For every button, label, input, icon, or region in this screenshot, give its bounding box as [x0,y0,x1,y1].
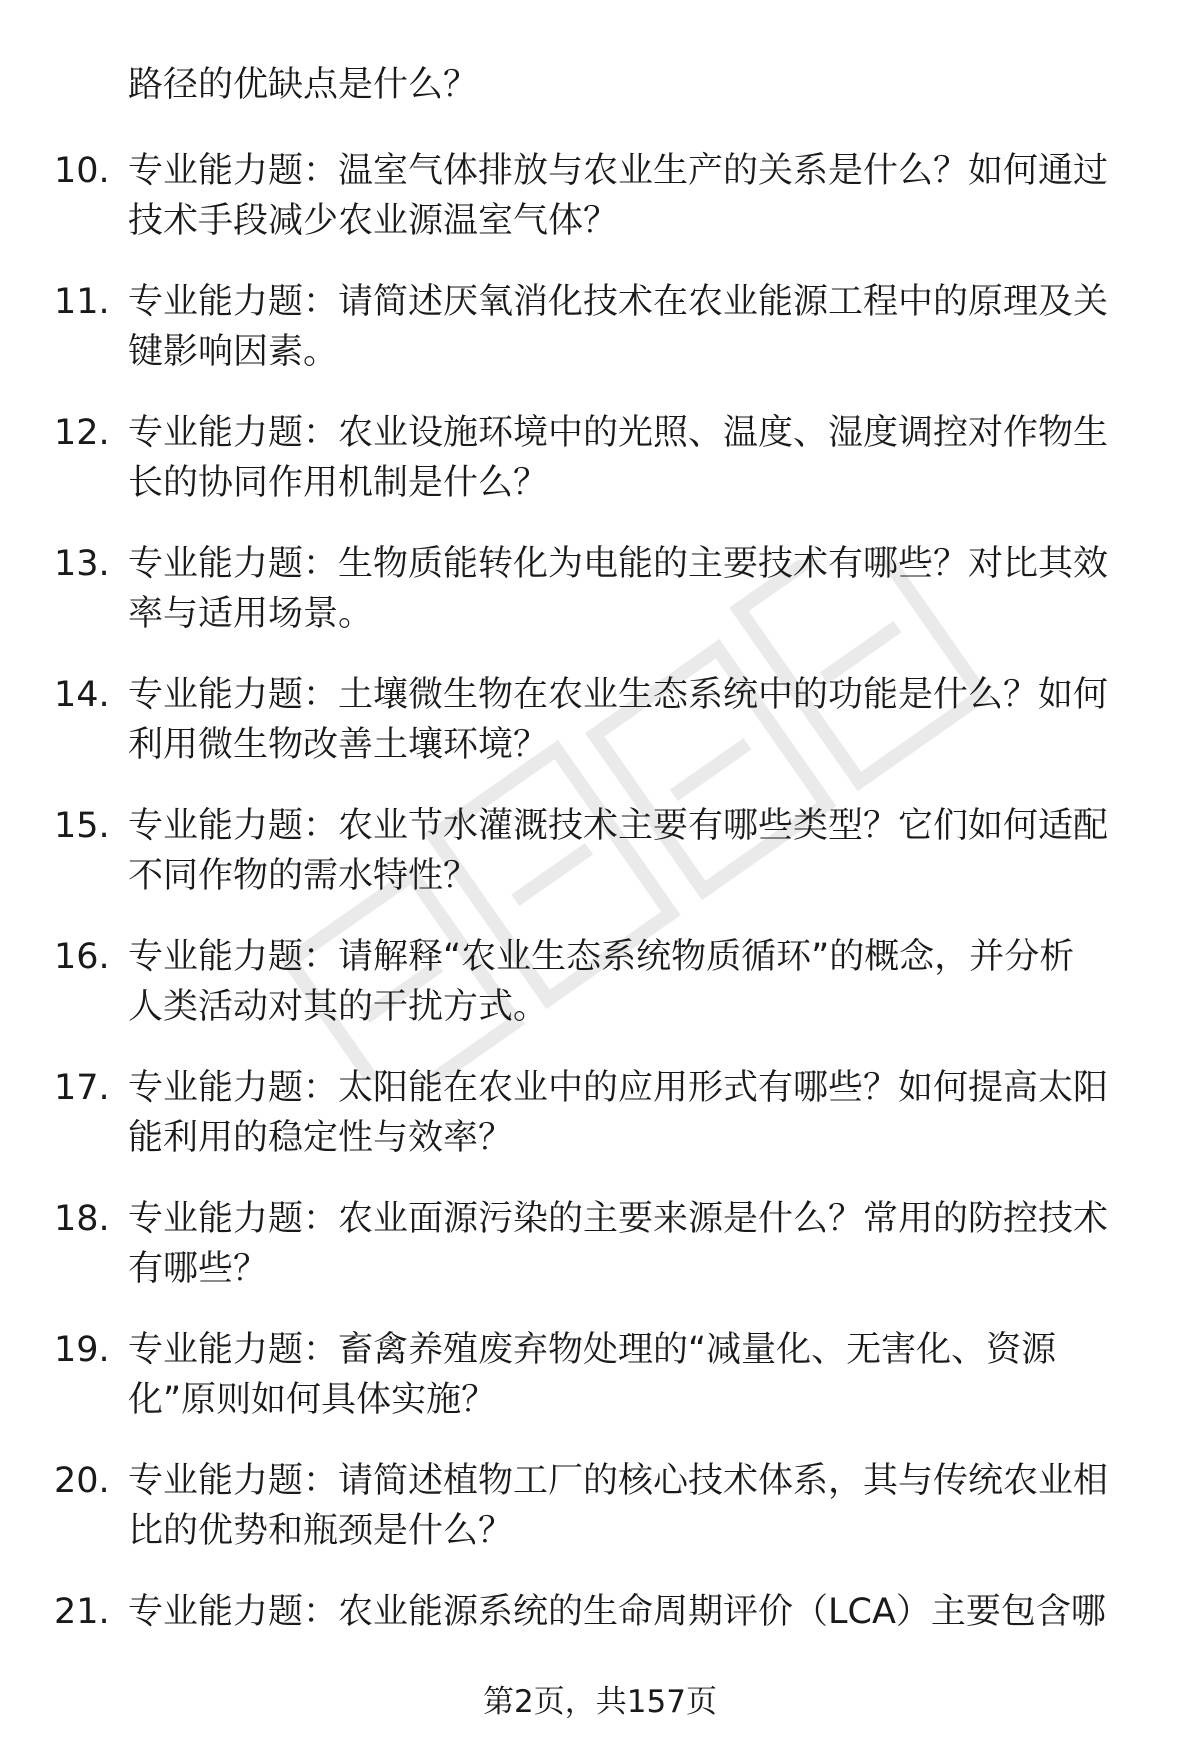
question-number: 20. [54,1461,110,1501]
question-number: 14. [54,675,110,715]
question-line: 有哪些？ [128,1249,269,1289]
question-line: 专业能力题：太阳能在农业中的应用形式有哪些？如何提高太阳 [128,1068,1109,1108]
list-item [0,801,1200,932]
question-text [128,670,1138,770]
question-number: 13. [54,544,110,584]
question-number: 16. [54,937,110,977]
question-number: 12. [54,413,110,453]
question-text [128,408,1138,508]
question-line: 能利用的稳定性与效率？ [128,1118,514,1158]
question-line: 专业能力题：畜禽养殖废弃物处理的“减量化、无害化、资源 [128,1330,1057,1370]
question-line: 专业能力题：农业设施环境中的光照、温度、湿度调控对作物生 [128,413,1109,453]
question-line: 专业能力题：农业能源系统的生命周期评价（LCA）主要包含哪 [128,1592,1106,1632]
question-line: 专业能力题：请简述厌氧消化技术在农业能源工程中的原理及关 [128,282,1109,322]
question-text [128,1325,1138,1425]
question-text [128,1587,1138,1637]
question-text [128,539,1138,639]
continuation-text: 路径的优缺点是什么？ [128,65,479,105]
question-number: 10. [54,151,110,191]
list-item [0,1456,1200,1587]
question-line: 不同作物的需水特性？ [128,856,479,896]
list-item [0,146,1200,277]
question-number: 11. [54,282,110,322]
question-line: 化”原则如何具体实施？ [128,1380,497,1420]
question-line: 专业能力题：农业面源污染的主要来源是什么？常用的防控技术 [128,1199,1109,1239]
question-number: 15. [54,806,110,846]
question-line: 专业能力题：温室气体排放与农业生产的关系是什么？如何通过 [128,151,1109,191]
question-text [128,1063,1138,1163]
question-line: 长的协同作用机制是什么？ [128,463,549,503]
question-line: 专业能力题：生物质能转化为电能的主要技术有哪些？对比其效 [128,544,1109,584]
question-number: 17. [54,1068,110,1108]
question-line: 键影响因素。 [128,332,339,372]
question-line: 专业能力题：请解释“农业生态系统物质循环”的概念，并分析 [128,937,1075,977]
question-line: 专业能力题：请简述植物工厂的核心技术体系，其与传统农业相 [128,1461,1109,1501]
page-footer: 第2页，共157页 [483,1684,717,1720]
question-number: 18. [54,1199,110,1239]
question-line: 比的优势和瓶颈是什么？ [128,1511,514,1551]
list-item [0,539,1200,670]
question-line: 专业能力题：土壤微生物在农业生态系统中的功能是什么？如何 [128,675,1109,715]
question-line: 专业能力题：农业节水灌溉技术主要有哪些类型？它们如何适配 [128,806,1109,846]
question-line: 技术手段减少农业源温室气体？ [128,201,619,241]
question-text [128,1194,1138,1294]
list-item [0,277,1200,408]
question-text [128,277,1138,377]
question-text [128,801,1138,901]
question-text [128,1456,1138,1556]
list-item [0,932,1200,1063]
question-number: 21. [54,1592,110,1632]
question-line: 人类活动对其的干扰方式。 [128,987,549,1027]
question-text [128,146,1138,246]
question-line: 率与适用场景。 [128,594,374,634]
list-item [0,408,1200,539]
question-text [128,932,1138,1032]
list-item [0,1325,1200,1456]
question-line: 利用微生物改善土壤环境？ [128,725,549,765]
list-item [0,1194,1200,1325]
list-item [0,1063,1200,1194]
question-number: 19. [54,1330,110,1370]
list-item [0,670,1200,801]
question-list [0,146,1200,1718]
